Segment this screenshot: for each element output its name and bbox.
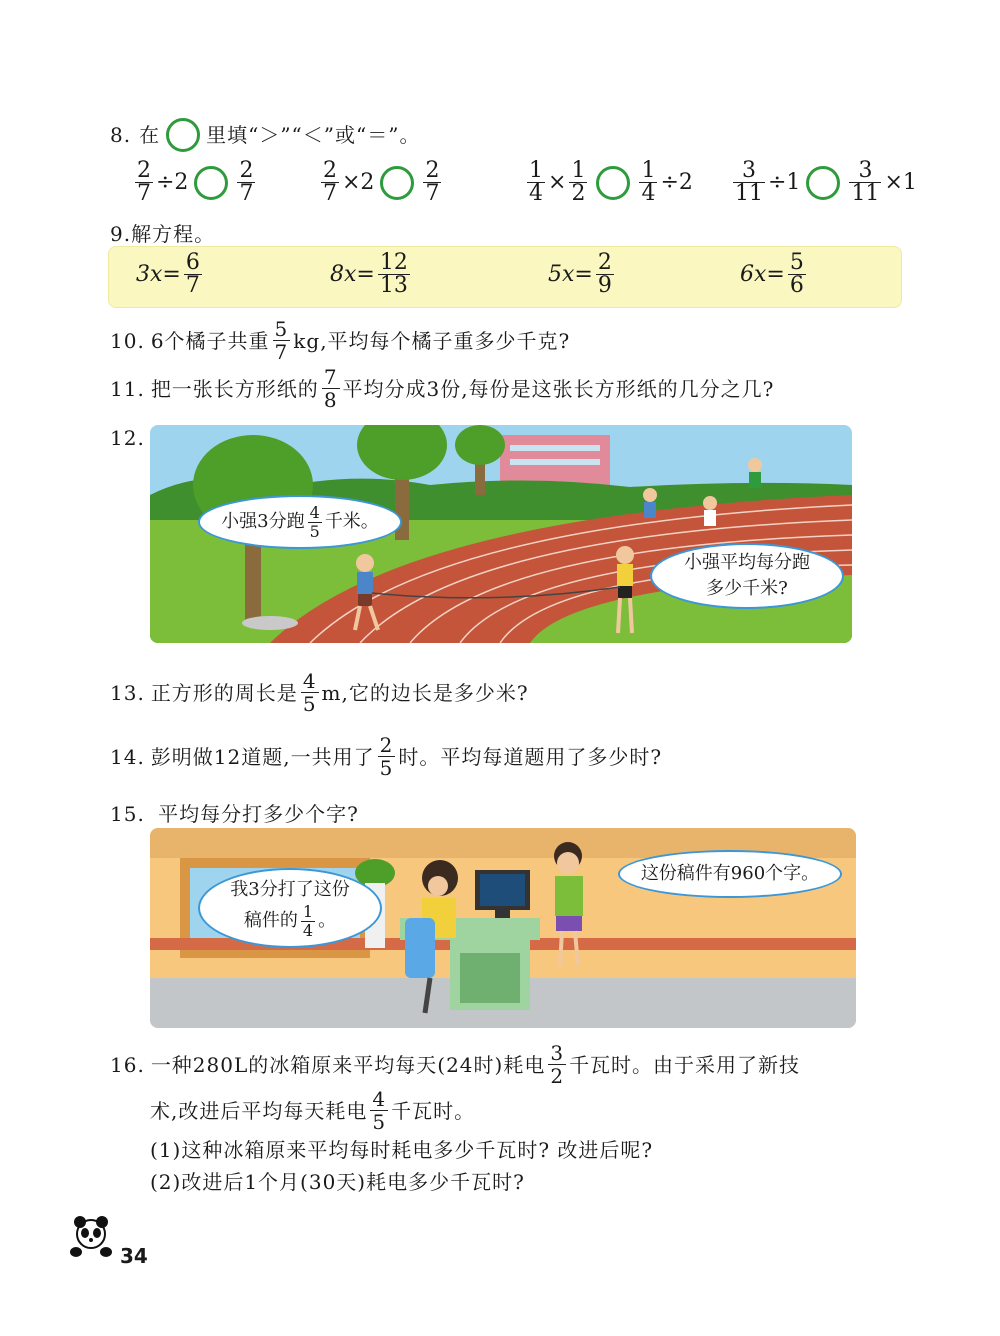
question-16-sub-1: (1)这种冰箱原来平均每时耗电多少千瓦时? 改进后呢?: [150, 1138, 654, 1162]
operator: ÷2: [660, 170, 693, 195]
question-text: 正方形的周长是: [150, 680, 298, 705]
question-9: [110, 220, 215, 248]
fraction: $\frac{5}{7}$: [274, 317, 289, 364]
comparison-item-3: [524, 160, 693, 205]
question-number: 11.: [110, 376, 145, 401]
circle-icon: [166, 118, 200, 152]
question-16-sub-2: (2)改进后1个月(30天)耗电多少千瓦时?: [150, 1170, 525, 1194]
equation-lhs: 6x=: [740, 262, 785, 287]
question-16-line-1: [110, 1042, 800, 1087]
question-14: [110, 734, 662, 779]
fraction: $\frac{2}{5}$: [379, 733, 394, 780]
operator: ×2: [342, 170, 375, 195]
fraction: $\frac{2}{9}$: [597, 250, 612, 298]
question-text: 里填“＞”“＜”或“＝”。: [206, 123, 421, 147]
fraction: $\frac{3}{11}$: [735, 158, 763, 206]
equation-3: [548, 252, 617, 297]
question-11: [110, 366, 774, 411]
comparison-item-1: [132, 160, 258, 205]
question-text: kg,平均每个橘子重多少千克?: [293, 328, 571, 353]
speech-bubble-right: 这份稿件有960个字。: [618, 850, 842, 898]
question-text: 平均分成3份,每份是这张长方形纸的几分之几?: [342, 376, 775, 401]
question-16-line-2: [150, 1088, 475, 1133]
typing-office-illustration: [150, 828, 856, 1028]
fraction: $\frac{3}{11}$: [851, 158, 880, 206]
answer-circle[interactable]: [806, 166, 840, 200]
fraction: $\frac{2}{7}$: [239, 158, 254, 206]
operator: ×: [548, 170, 567, 195]
question-number: 15.: [110, 802, 145, 826]
fraction: $\frac{12}{13}$: [379, 250, 408, 298]
operator: ÷1: [768, 170, 801, 195]
equation-lhs: 8x=: [330, 262, 375, 287]
fraction: $\frac{7}{8}$: [323, 365, 338, 412]
answer-circle[interactable]: [380, 166, 414, 200]
fraction: $\frac{2}{7}$: [137, 158, 151, 206]
fraction: $\frac{2}{7}$: [323, 158, 337, 206]
answer-circle[interactable]: [596, 166, 630, 200]
equation-lhs: 3x=: [136, 262, 181, 287]
fraction: $\frac{5}{6}$: [789, 250, 804, 298]
question-10: [110, 318, 570, 363]
fraction: $\frac{4}{5}$: [302, 669, 317, 716]
question-text: 平均每分打多少个字?: [158, 802, 359, 826]
fraction: $\frac{2}{7}$: [425, 158, 440, 206]
question-number: 8.: [110, 123, 132, 147]
question-8: [110, 118, 420, 152]
question-number: 10.: [110, 328, 145, 353]
running-track-illustration: [150, 425, 852, 643]
answer-circle[interactable]: [194, 166, 228, 200]
fraction: $\frac{6}{7}$: [185, 250, 200, 298]
equation-2: [330, 252, 413, 297]
question-text: 解方程。: [131, 222, 216, 246]
fraction: $\frac{1}{2}$: [571, 158, 586, 206]
question-number: 16.: [110, 1052, 145, 1077]
question-number: 14.: [110, 744, 145, 769]
fraction: $\frac{3}{2}$: [550, 1041, 565, 1088]
comparison-item-4: [730, 160, 917, 205]
question-13: [110, 670, 529, 715]
question-text: 时。平均每道题用了多少时?: [398, 744, 663, 769]
question-12-number: 12.: [110, 426, 145, 450]
speech-bubble-left: 小强3分跑 $\frac{4}{5}$ 千米。: [198, 495, 402, 549]
question-text: 一种280L的冰箱原来平均每天(24时)耗电: [150, 1052, 546, 1077]
speech-bubble-left: 我3分打了这份 稿件的 $\frac{1}{4}$ 。: [198, 868, 382, 948]
panda-icon: [66, 1212, 116, 1267]
fraction: $\frac{4}{5}$: [309, 502, 320, 541]
question-text: 千瓦时。: [391, 1098, 476, 1123]
question-text: m,它的边长是多少米?: [321, 680, 529, 705]
question-text: 术,改进后平均每天耗电: [150, 1098, 368, 1123]
equation-1: [136, 252, 205, 297]
equation-lhs: 5x=: [548, 262, 593, 287]
question-text: 在: [139, 123, 161, 147]
fraction: $\frac{1}{4}$: [641, 158, 656, 206]
operator: ÷2: [156, 170, 189, 195]
equation-4: [740, 252, 809, 297]
page-number: 34: [120, 1244, 148, 1268]
question-text: 千瓦时。由于采用了新技: [569, 1052, 801, 1077]
question-15: [110, 800, 359, 828]
question-text: 把一张长方形纸的: [150, 376, 319, 401]
comparison-item-2: [318, 160, 444, 205]
fraction: $\frac{1}{4}$: [529, 158, 543, 206]
question-text: 6个橘子共重: [150, 328, 270, 353]
question-text: 彭明做12道题,一共用了: [150, 744, 375, 769]
question-number: 9.: [110, 222, 132, 246]
question-number: 13.: [110, 680, 145, 705]
operator: ×1: [884, 170, 917, 195]
speech-bubble-right: 小强平均每分跑 多少千米?: [650, 543, 844, 609]
fraction: $\frac{1}{4}$: [302, 901, 314, 940]
fraction: $\frac{4}{5}$: [372, 1087, 387, 1134]
